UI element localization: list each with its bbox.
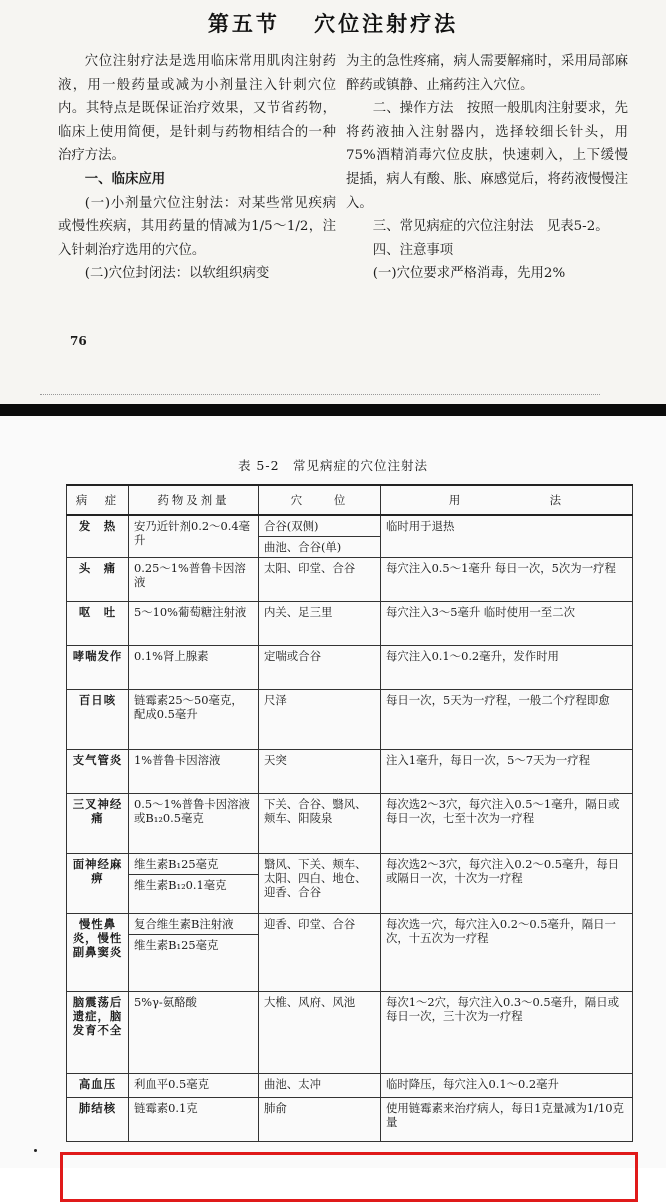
table-caption: 表 5-2 常见病症的穴位注射法: [237, 458, 429, 473]
section-title: 第五节 穴位注射疗法: [207, 11, 459, 36]
cell-disease: 高血压: [67, 1074, 129, 1098]
cell-usage: 每次选2～3穴，每穴注入0.5～1毫升，隔日或每日一次，七至十次为一疗程: [381, 794, 633, 854]
table-row: [67, 854, 633, 914]
cell-usage: 临时用于退热: [381, 515, 633, 558]
cell-disease: 肺结核: [67, 1098, 129, 1142]
header-usage: 用 法: [381, 485, 633, 515]
cell-drugs: 1%普鲁卡因溶液: [129, 750, 259, 794]
left-text-column: [58, 50, 336, 286]
table-row: [67, 558, 633, 602]
paragraph: (一)小剂量穴位注射法：对某些常见疾病或慢性疾病，其用药量的情减为1/5～1/2，注入针刺治疗选用的穴位。: [58, 195, 336, 258]
paragraph: (二)穴位封闭法：以软组织病变: [84, 266, 270, 282]
cell-drugs-part: 维生素B₁25毫克: [134, 857, 219, 871]
acupoint-injection-table: [66, 484, 633, 1142]
red-highlight-box: [60, 1152, 638, 1202]
cell-disease: 百日咳: [67, 690, 129, 750]
cell-disease: 三叉神经痛: [67, 794, 129, 854]
cell-points-part: 合谷(双侧): [264, 519, 319, 533]
table-row: [67, 794, 633, 854]
cell-drugs: [129, 914, 259, 992]
cell-disease: 慢性鼻炎，慢性副鼻窦炎: [67, 914, 129, 992]
table-row: [67, 992, 633, 1074]
cell-points: 太阳、印堂、合谷: [259, 558, 381, 602]
cell-points: 内关、足三里: [259, 602, 381, 646]
cell-drugs: 5～10%葡萄糖注射液: [129, 602, 259, 646]
paragraph: 四、注意事项: [372, 242, 454, 258]
cell-disease: 头 痛: [67, 558, 129, 602]
cell-drugs: 安乃近针剂0.2～0.4毫升: [129, 515, 259, 558]
table-row: [67, 1098, 633, 1142]
table-row: [67, 750, 633, 794]
cell-usage: 临时降压，每穴注入0.1～0.2毫升: [381, 1074, 633, 1098]
cell-disease: 哮喘发作: [67, 646, 129, 690]
subsection-heading: 一、临床应用: [84, 170, 166, 187]
table-row: [67, 646, 633, 690]
header-points: 穴 位: [259, 485, 381, 515]
cell-points: 天突: [259, 750, 381, 794]
page-number: 76: [70, 334, 87, 348]
cell-points: 下关、合谷、翳风、颊车、阳陵泉: [259, 794, 381, 854]
cell-usage: 每次1～2穴，每穴注入0.3～0.5毫升，隔日或每日一次，三十次为一疗程: [381, 992, 633, 1074]
table-row: [67, 914, 633, 992]
cell-disease: 支气管炎: [67, 750, 129, 794]
cell-drugs: 0.25～1%普鲁卡因溶液: [129, 558, 259, 602]
cell-drugs: 利血平0.5毫克: [129, 1074, 259, 1098]
table-row: [67, 515, 633, 558]
cell-usage: 每次选2～3穴，每穴注入0.2～0.5毫升，每日或隔日一次，十次为一疗程: [381, 854, 633, 914]
paragraph: 穴位注射疗法是选用临床常用肌肉注射药液，用一般药量或减为小剂量注入针刺穴位内。其特点是既保证治疗效果，又节省药物，临床上使用简便，是针刺与药物相结合的一种治疗方法。: [58, 54, 336, 164]
textbook-page-scan: [0, 0, 666, 405]
cell-drugs: 5%γ-氨酪酸: [129, 992, 259, 1074]
cell-usage: 每次选一穴，每穴注入0.2～0.5毫升，隔日一次，十五次为一疗程: [381, 914, 633, 992]
cell-points: 尺泽: [259, 690, 381, 750]
scan-speck: [34, 1149, 37, 1152]
table-page-scan: [0, 416, 666, 1168]
cell-drugs-part: 复合维生素B注射液: [134, 917, 234, 931]
cell-points-part: 曲池、合谷(单): [259, 536, 380, 557]
cell-points: 定喘或合谷: [259, 646, 381, 690]
table-header-row: [67, 485, 633, 515]
cell-usage: 每日一次，5天为一疗程，一般二个疗程即愈: [381, 690, 633, 750]
cell-points: 迎香、印堂、合谷: [259, 914, 381, 992]
cell-disease: 呕 吐: [67, 602, 129, 646]
header-drugs: 药物及剂量: [129, 485, 259, 515]
cell-points: 曲池、太冲: [259, 1074, 381, 1098]
paragraph: (一)穴位要求严格消毒，先用2%: [372, 266, 566, 282]
cell-drugs: 0.1%肾上腺素: [129, 646, 259, 690]
cell-points: 大椎、风府、风池: [259, 992, 381, 1074]
cell-points: [259, 515, 381, 558]
paragraph: 三、常见病症的穴位注射法 见表5-2。: [372, 219, 609, 235]
cell-drugs-part: 维生素B₁₂0.1毫克: [129, 874, 258, 895]
table-row: [67, 602, 633, 646]
cell-disease: 发 热: [67, 515, 129, 558]
right-text-column: [346, 50, 628, 286]
scan-artifact-line: [40, 394, 600, 398]
cell-disease: 面神经麻痹: [67, 854, 129, 914]
cell-drugs: 链霉素25～50毫克，配成0.5毫升: [129, 690, 259, 750]
cell-usage: 每穴注入3～5毫升 临时使用一至二次: [381, 602, 633, 646]
cell-usage: 注入1毫升，每日一次，5～7天为一疗程: [381, 750, 633, 794]
page-divider: [0, 404, 666, 416]
cell-usage: 每穴注入0.5～1毫升 每日一次，5次为一疗程: [381, 558, 633, 602]
cell-drugs-part: 维生素B₁25毫克: [129, 934, 258, 955]
cell-drugs: [129, 854, 259, 914]
paragraph: 为主的急性疼痛，病人需要解痛时，采用局部麻醉药或镇静、止痛药注入穴位。: [346, 54, 628, 93]
paragraph: 二、操作方法 按照一般肌肉注射要求，先将药液抽入注射器内，选择较细长针头，用75%酒精消毒穴位皮肤，快速刺入，上下缓慢提插，病人有酸、胀、麻感觉后，将药液慢慢注入。: [346, 101, 628, 211]
cell-points: 肺俞: [259, 1098, 381, 1142]
cell-drugs: 0.5～1%普鲁卡因溶液或B₁₂0.5毫克: [129, 794, 259, 854]
cell-usage: 使用链霉素来治疗病人，每日1克量减为1/10克量: [381, 1098, 633, 1142]
table-row: [67, 690, 633, 750]
cell-drugs: 链霉素0.1克: [129, 1098, 259, 1142]
cell-points: 翳风、下关、颊车、太阳、四白、地仓、迎香、合谷: [259, 854, 381, 914]
cell-usage: 每穴注入0.1～0.2毫升，发作时用: [381, 646, 633, 690]
header-disease: 病 症: [67, 485, 129, 515]
cell-disease: 脑震荡后遗症，脑发育不全: [67, 992, 129, 1074]
table-row: [67, 1074, 633, 1098]
